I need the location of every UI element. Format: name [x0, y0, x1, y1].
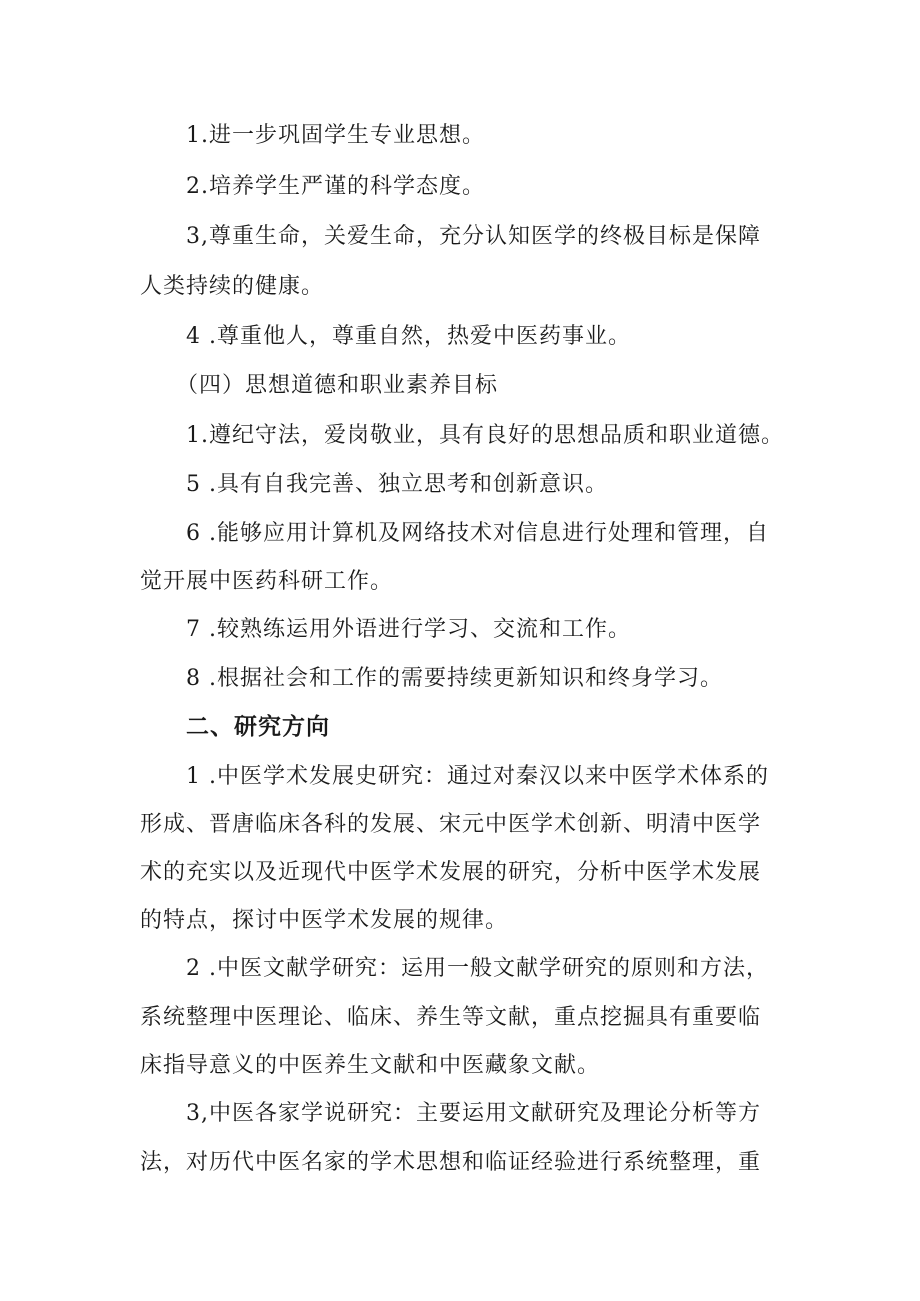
paragraph-line: 7 .较熟练运用外语进行学习、交流和工作。	[186, 617, 631, 642]
paragraph-line: 4 .尊重他人，尊重自然，热爱中医药事业。	[186, 324, 631, 349]
paragraph-line: 1.遵纪守法，爱岗敬业，具有良好的思想品质和职业道德。	[186, 423, 784, 448]
paragraph-line: 形成、晋唐临床各科的发展、宋元中医学术创新、明清中医学	[140, 812, 762, 837]
paragraph-line: 6 .能够应用计算机及网络技术对信息进行处理和管理，自	[186, 521, 769, 546]
paragraph-line: 3,中医各家学说研究：主要运用文献研究及理论分析等方	[186, 1101, 761, 1126]
paragraph-line: 人类持续的健康。	[140, 274, 325, 299]
paragraph-line: 5 .具有自我完善、独立思考和创新意识。	[186, 472, 608, 497]
paragraph-line: 1 .中医学术发展史研究：通过对秦汉以来中医学术体系的	[186, 764, 769, 789]
paragraph-line: 的特点，探讨中医学术发展的规律。	[140, 908, 509, 933]
section-heading: 二、研究方向	[186, 714, 330, 740]
paragraph-line: 2 .中医文献学研究：运用一般文献学研究的原则和方法，	[186, 956, 769, 981]
paragraph-line: 系统整理中医理论、临床、养生等文献，重点挖掘具有重要临	[140, 1005, 762, 1030]
paragraph-line: 1.进一步巩固学生专业思想。	[186, 123, 485, 148]
section-subheading: （四）思想道德和职业素养目标	[176, 373, 499, 398]
paragraph-line: 法，对历代中医名家的学术思想和临证经验进行系统整理，重	[140, 1150, 762, 1175]
paragraph-line: 3,尊重生命，关爱生命，充分认知医学的终极目标是保障	[186, 224, 761, 249]
paragraph-line: 8 .根据社会和工作的需要持续更新知识和终身学习。	[186, 666, 723, 691]
paragraph-line: 床指导意义的中医养生文献和中医藏象文献。	[140, 1053, 601, 1078]
paragraph-line: 术的充实以及近现代中医学术发展的研究，分析中医学术发展	[140, 860, 762, 885]
paragraph-line: 觉开展中医药科研工作。	[140, 569, 394, 594]
paragraph-line: 2.培养学生严谨的科学态度。	[186, 174, 485, 199]
